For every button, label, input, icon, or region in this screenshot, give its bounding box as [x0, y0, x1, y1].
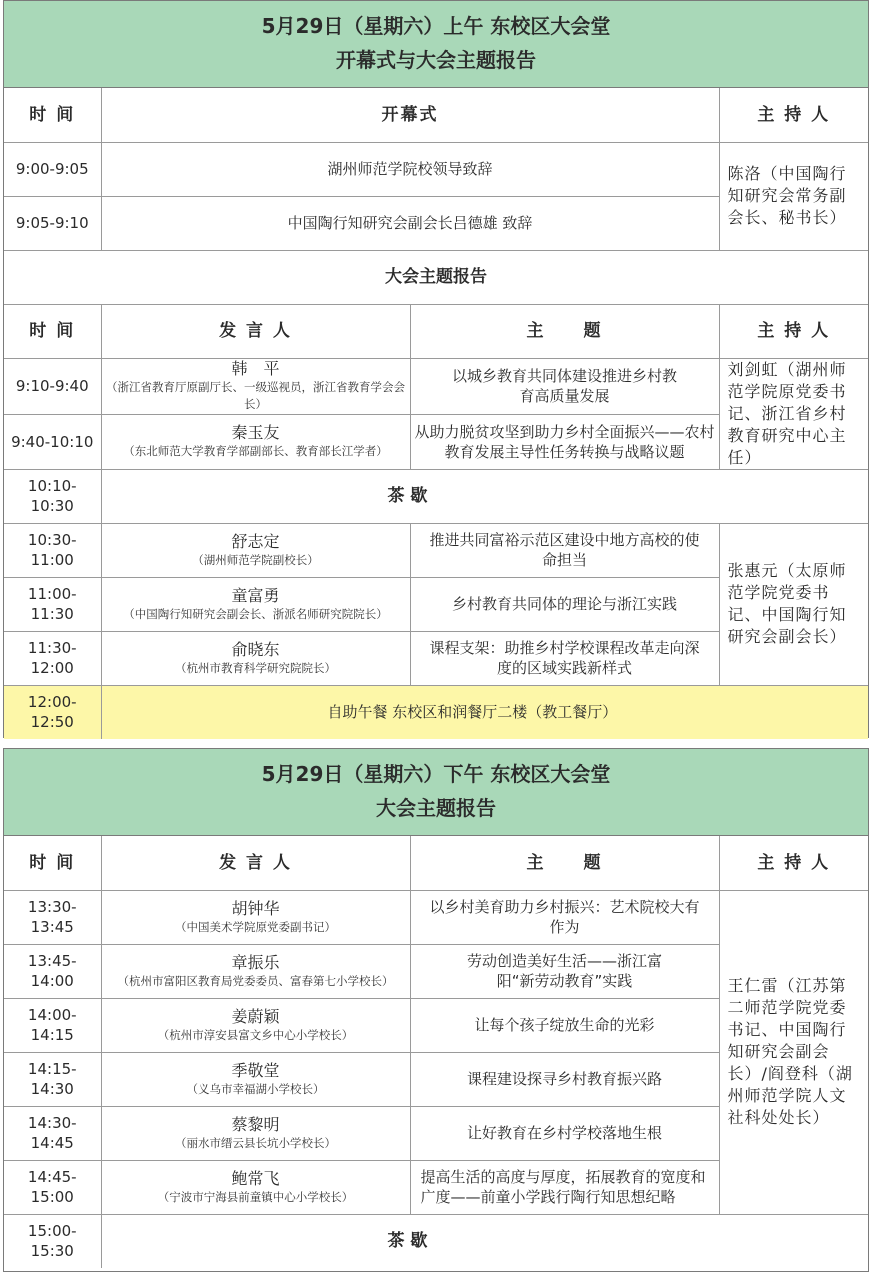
speaker-title: （湖州师范学院副校长）	[192, 552, 319, 567]
speaker-name: 姜蔚颖	[231, 1006, 280, 1026]
event-cell: 中国陶行知研究会副会长吕德雄 致辞	[101, 196, 719, 250]
speaker-cell	[101, 890, 410, 944]
speaker-name: 秦玉友	[231, 423, 280, 442]
lunch-row	[4, 685, 868, 739]
col-time-header: 时 间	[4, 88, 101, 142]
speaker-cell	[101, 998, 410, 1052]
speaker-cell	[101, 358, 410, 414]
speaker-cell	[101, 414, 410, 469]
speaker-title: （中国陶行知研究会副会长、浙派名师研究院院长）	[123, 606, 388, 621]
speaker-name: 季敬堂	[231, 1060, 280, 1080]
speaker-title: （宁波市宁海县前童镇中心小学校长）	[157, 1189, 354, 1204]
speaker-name: 鲍常飞	[231, 1168, 280, 1188]
afternoon-title: 5月29日（星期六）下午 东校区大会堂	[261, 762, 611, 786]
host-cell: 刘剑虹（湖州师范学院原党委书记、浙江省乡村教育研究中心主任）	[719, 358, 868, 469]
table-row	[4, 523, 868, 577]
topic-cell: 以城乡教育共同体建设推进乡村教育高质量发展	[410, 358, 719, 414]
table-row	[4, 142, 868, 196]
morning-subtitle: 开幕式与大会主题报告	[336, 48, 536, 72]
speaker-title: （东北师范大学教育学部副部长、教育部长江学者）	[123, 444, 388, 458]
col-speaker-header: 发 言 人	[101, 836, 410, 890]
topic-cell: 乡村教育共同体的理论与浙江实践	[410, 577, 719, 631]
morning-table	[4, 88, 868, 739]
time-cell: 14:45-15:00	[4, 1160, 101, 1214]
host-cell: 陈洛（中国陶行知研究会常务副会长、秘书长）	[719, 142, 868, 250]
col-topic-header: 主 题	[410, 304, 719, 358]
speaker-cell	[101, 523, 410, 577]
speaker-cell	[101, 1052, 410, 1106]
speaker-name: 胡钟华	[231, 898, 280, 918]
time-cell: 12:00-12:50	[4, 685, 101, 739]
morning-banner	[4, 1, 868, 88]
col-topic-header: 主 题	[410, 836, 719, 890]
section-row	[4, 250, 868, 304]
break-row	[4, 469, 868, 523]
topic-cell: 让好教育在乡村学校落地生根	[410, 1106, 719, 1160]
speaker-name: 蔡黎明	[231, 1114, 280, 1134]
time-cell: 11:30-12:00	[4, 631, 101, 685]
topic-cell: 推进共同富裕示范区建设中地方高校的使命担当	[410, 523, 719, 577]
topic-cell: 课程支架：助推乡村学校课程改革走向深度的区域实践新样式	[410, 631, 719, 685]
afternoon-subtitle: 大会主题报告	[376, 796, 496, 820]
time-cell: 9:10-9:40	[4, 358, 101, 414]
break-row	[4, 1214, 868, 1268]
host-cell: 张惠元（太原师范学院党委书记、中国陶行知研究会副会长）	[719, 523, 868, 685]
time-cell: 13:45-14:00	[4, 944, 101, 998]
table-row	[4, 890, 868, 944]
speaker-title: （杭州市富阳区教育局党委委员、富春第七小学校长）	[117, 973, 394, 988]
break-label: 茶 歇	[101, 1214, 868, 1268]
speaker-name: 韩 平	[231, 359, 280, 378]
morning-schedule-card	[3, 0, 869, 738]
opening-header-row	[4, 88, 868, 142]
speaker-title: （杭州市教育科学研究院院长）	[175, 660, 336, 675]
topic-cell: 从助力脱贫攻坚到助力乡村全面振兴——农村教育发展主导性任务转换与战略议题	[410, 414, 719, 469]
time-cell: 9:40-10:10	[4, 414, 101, 469]
section-title: 大会主题报告	[4, 250, 868, 304]
time-cell: 14:15-14:30	[4, 1052, 101, 1106]
speaker-cell	[101, 631, 410, 685]
pm-header-row	[4, 836, 868, 890]
afternoon-table	[4, 836, 868, 1268]
speaker-title: （中国美术学院原党委副书记）	[175, 919, 336, 934]
col-speaker-header: 发 言 人	[101, 304, 410, 358]
afternoon-schedule-card	[3, 748, 869, 1272]
time-cell: 9:05-9:10	[4, 196, 101, 250]
topic-cell: 课程建设探寻乡村教育振兴路	[410, 1052, 719, 1106]
time-cell: 10:30-11:00	[4, 523, 101, 577]
speaker-name: 舒志定	[231, 531, 280, 551]
time-cell: 10:10-10:30	[4, 469, 101, 523]
speaker-name: 俞晓东	[231, 639, 280, 659]
topic-cell: 让每个孩子绽放生命的光彩	[410, 998, 719, 1052]
topic-cell: 提高生活的高度与厚度，拓展教育的宽度和广度——前童小学践行陶行知思想纪略	[410, 1160, 719, 1214]
speaker-cell	[101, 944, 410, 998]
time-cell: 14:00-14:15	[4, 998, 101, 1052]
topic-cell: 以乡村美育助力乡村振兴：艺术院校大有作为	[410, 890, 719, 944]
topic-cell: 劳动创造美好生活——浙江富阳“新劳动教育”实践	[410, 944, 719, 998]
speaker-cell	[101, 577, 410, 631]
col-host-header: 主 持 人	[719, 836, 868, 890]
time-cell: 11:00-11:30	[4, 577, 101, 631]
afternoon-banner	[4, 749, 868, 836]
speaker-title: （杭州市淳安县富文乡中心小学校长）	[157, 1027, 354, 1042]
col-time-header: 时 间	[4, 304, 101, 358]
speaker-name: 童富勇	[231, 585, 280, 605]
col-host-header: 主 持 人	[719, 304, 868, 358]
reports-header-row	[4, 304, 868, 358]
time-cell: 14:30-14:45	[4, 1106, 101, 1160]
speaker-name: 章振乐	[231, 952, 280, 972]
speaker-title: （浙江省教育厅原副厅长、一级巡视员，浙江省教育学会会长）	[106, 380, 405, 411]
time-cell: 9:00-9:05	[4, 142, 101, 196]
time-cell: 15:00-15:30	[4, 1214, 101, 1268]
col-host-header: 主 持 人	[719, 88, 868, 142]
speaker-title: （丽水市缙云县长坑小学校长）	[175, 1135, 336, 1150]
break-label: 茶 歇	[101, 469, 868, 523]
speaker-title: （义乌市幸福湖小学校长）	[186, 1081, 325, 1096]
speaker-cell	[101, 1106, 410, 1160]
table-row	[4, 358, 868, 414]
time-cell: 13:30-13:45	[4, 890, 101, 944]
speaker-cell	[101, 1160, 410, 1214]
lunch-label: 自助午餐 东校区和润餐厅二楼（教工餐厅）	[101, 685, 868, 739]
col-time-header: 时 间	[4, 836, 101, 890]
col-opening-header: 开幕式	[101, 88, 719, 142]
event-cell: 湖州师范学院校领导致辞	[101, 142, 719, 196]
morning-title: 5月29日（星期六）上午 东校区大会堂	[261, 14, 611, 38]
host-cell: 王仁雷（江苏第二师范学院党委书记、中国陶行知研究会副会长）/阎登科（湖州师范学院人文社科处处长）	[719, 890, 868, 1214]
